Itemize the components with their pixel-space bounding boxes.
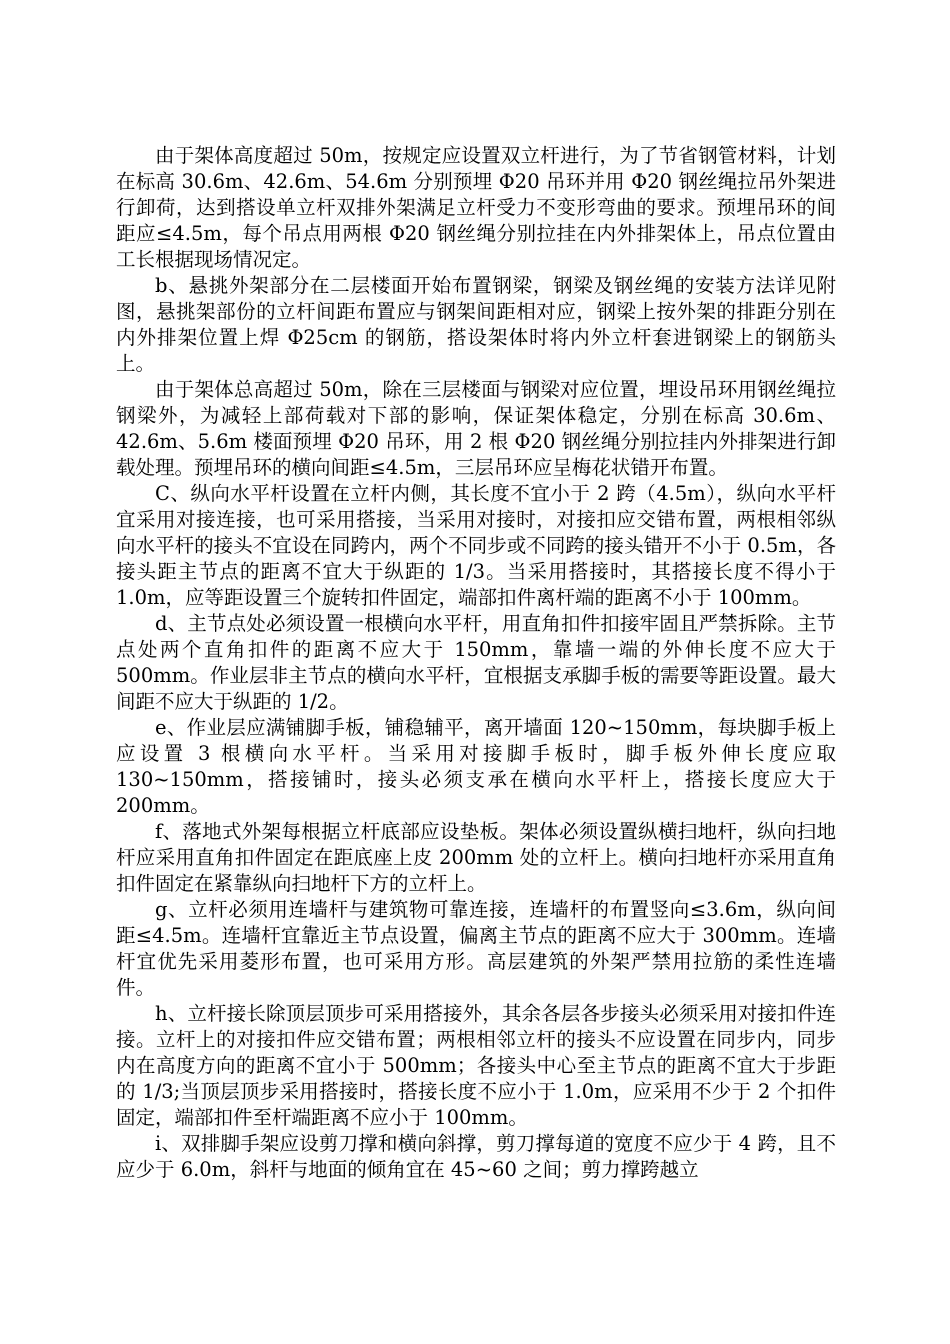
paragraph-h-pole-extension: h、立杆接长除顶层顶步可采用搭接外，其余各层各步接头必须采用对接扣件连接。立杆上的对接扣件应交错布置；两根相邻立杆的接头不应设置在同步内，同步内在高度方向的距离不宜小于 500mm；各接头中心至主节点的距离不宜大于步距的 1/3;当顶层顶步采用搭接时，搭接长度不应小于 1.0m，应采用不少于 2 个扣件固定，端部扣件至杆端距离不应小于 100mm。 (116, 1002, 836, 1129)
paragraph-unloading-intro: 由于架体高度超过 50m，按规定应设置双立杆进行，为了节省钢管材料，计划在标高 30.6m、42.6m、54.6m 分别预埋 Φ20 吊环并用 Φ20 钢丝绳拉吊外架进行卸荷，达到搭设单立杆双排外架满足立杆受力不变形弯曲的要求。预埋吊环的间距应≤4.5m，每个吊点用两根 Φ20 钢丝绳分别拉挂在内外排架体上，吊点位置由工长根据现场情况定。 (116, 144, 836, 271)
paragraph-i-bracing: i、双排脚手架应设剪刀撑和横向斜撑，剪刀撑每道的宽度不应少于 4 跨，且不应少于 6.0m，斜杆与地面的倾角宜在 45~60 之间；剪力撑跨越立 (116, 1132, 836, 1181)
paragraph-unloading-total-height: 由于架体总高超过 50m，除在三层楼面与钢梁对应位置，埋设吊环用钢丝绳拉钢梁外，为减轻上部荷载对下部的影响，保证架体稳定，分别在标高 30.6m、42.6m、5.6m 楼面预埋 Φ20 吊环，用 2 根 Φ20 钢丝绳分别拉挂内外排架进行卸载处理。预埋吊环的横向间距≤4.5m，三层吊环应呈梅花状错开布置。 (116, 378, 836, 479)
paragraph-b-cantilever: b、悬挑外架部分在二层楼面开始布置钢梁，钢梁及钢丝绳的安装方法详见附图，悬挑架部份的立杆间距布置应与钢架间距相对应，钢梁上按外架的排距分别在内外排架位置上焊 Φ25cm 的钢筋，搭设架体时将内外立杆套进钢梁上的钢筋头上。 (116, 274, 836, 375)
paragraph-e-scaffold-board: e、作业层应满铺脚手板，铺稳辅平，离开墙面 120~150mm，每块脚手板上应设置 3 根横向水平杆。当采用对接脚手板时，脚手板外伸长度应取 130~150mm，搭接铺时，接头必须支承在横向水平杆上，搭接长度应大于 200mm。 (116, 716, 836, 817)
paragraph-g-wall-tie: g、立杆必须用连墙杆与建筑物可靠连接，连墙杆的布置竖向≤3.6m，纵向间距≤4.5m。连墙杆宜靠近主节点设置，偏离主节点的距离不应大于 300mm。连墙杆宜优先采用菱形布置，也可采用方形。高层建筑的外架严禁用拉筋的柔性连墙件。 (116, 898, 836, 999)
paragraph-d-main-node: d、主节点处必须设置一根横向水平杆，用直角扣件扣接牢固且严禁拆除。主节点处两个直角扣件的距离不应大于 150mm，靠墙一端的外伸长度不应大于 500mm。作业层非主节点的横向水平杆，宜根据支承脚手板的需要等距设置。最大间距不应大于纵距的 1/2。 (116, 612, 836, 713)
document-body (116, 143, 836, 1183)
paragraph-f-base-plate: f、落地式外架每根据立杆底部应设垫板。架体必须设置纵横扫地杆，纵向扫地杆应采用直角扣件固定在距底座上皮 200mm 处的立杆上。横向扫地杆亦采用直角扣件固定在紧靠纵向扫地杆下方的立杆上。 (116, 820, 836, 895)
paragraph-c-longitudinal-bar: C、纵向水平杆设置在立杆内侧，其长度不宜小于 2 跨（4.5m），纵向水平杆宜采用对接连接，也可采用搭接，当采用对接时，对接扣应交错布置，两根相邻纵向水平杆的接头不宜设在同跨内，两个不同步或不同跨的接头错开不小于 0.5m，各接头距主节点的距离不宜大于纵距的 1/3。当采用搭接时，其搭接长度不得小于 1.0m，应等距设置三个旋转扣件固定，端部扣件离杆端的距离不小于 100mm。 (116, 482, 836, 609)
